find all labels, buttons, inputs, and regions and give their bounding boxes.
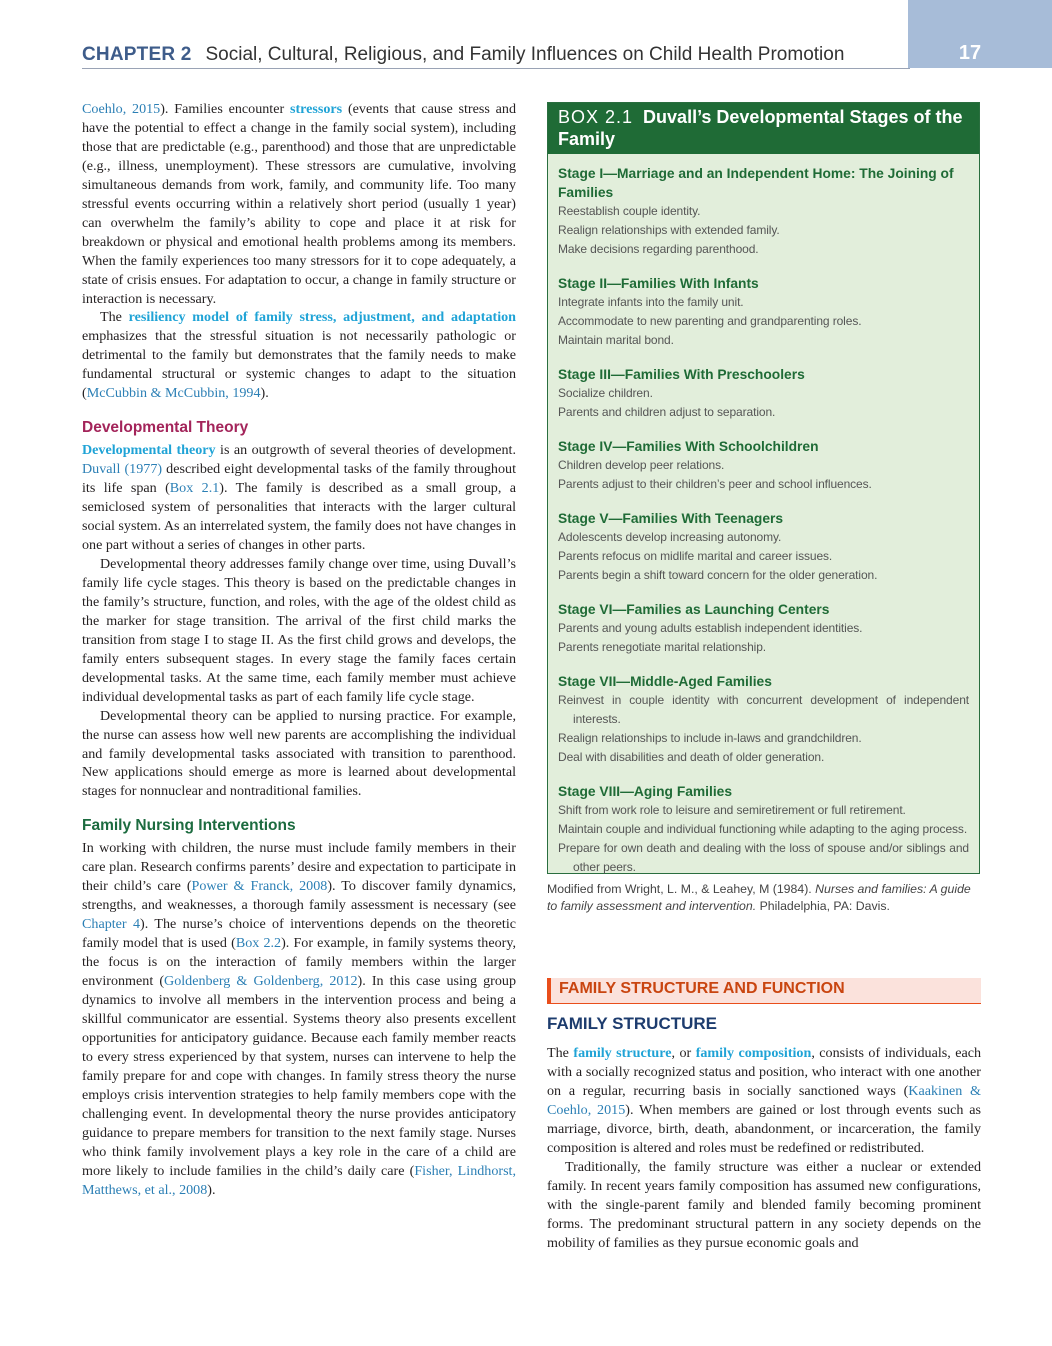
text-run: , or xyxy=(671,1045,696,1061)
citation-link[interactable]: Power & Franck, 2008 xyxy=(191,878,328,895)
box-title-bar xyxy=(548,103,979,154)
text-run: described eight developmental tasks of the family throughout its life span ( xyxy=(82,461,516,497)
text-run: The xyxy=(547,1045,574,1061)
page-number: 17 xyxy=(958,42,982,64)
box-stage xyxy=(558,672,969,767)
citation-link[interactable]: Kaakinen & Coehlo, 2015 xyxy=(547,1082,981,1118)
box-body xyxy=(548,154,979,877)
key-term-stressors[interactable]: stressors xyxy=(289,101,343,117)
text-run: ). In this case using group dynamics to involve all members in the intervention process and being a skillful communicator are essential. Systems theory also presents excellent opportunities for anticipatory guidance. Because each family member reacts to every stress experienced by that system, nurses can intervene to help the family prepare for and cope with changes. In family stress theory the nurse employs crisis intervention strategies to help family members cope with the challenging event. In developmental theory the nurse provides anticipatory guidance to prepare members for transition to the next family stage. Nurses who think family involvement plays a key role in the care of a child are more likely to include families in the child’s daily care ( xyxy=(82,973,516,1179)
paragraph-traditional-structure: Traditionally, the family structure was either a nuclear or extended family. In recent years family composition has assumed new configurations, with the single-parent family and blended family becoming prominent forms. The predominant structural pattern in any society depends on the mobility of families as they pursue economic goals and xyxy=(547,1158,981,1251)
box-title: Duvall’s Developmental Stages of the Family xyxy=(558,107,963,149)
box-stage xyxy=(558,365,969,422)
stage-task: Socialize children. xyxy=(558,386,653,400)
stage-task: Parents and young adults establish independent identities. xyxy=(558,621,863,635)
running-header xyxy=(82,44,844,66)
box-number: BOX 2.1 xyxy=(558,107,634,127)
citation-link[interactable]: Fisher, Lindhorst, Matthews, et al., 2008 xyxy=(82,1162,517,1198)
heading-family-nursing-interventions: Family Nursing Interventions xyxy=(82,817,296,835)
heading-developmental-theory: Developmental Theory xyxy=(82,419,249,437)
stage-title: Stage I—Marriage and an Independent Home: The Joining of Families xyxy=(558,166,954,200)
key-term-family-structure[interactable]: family structure xyxy=(573,1045,672,1061)
text-run: (events that cause stress and have the potential to effect a change in the family social system), including those that are predictable (e.g., parenthood) and those that are unpredictable (e.g., illness, unemployment). These stressors are cumulative, involving simultaneous demands from work, family, and community life. Too many stressful events occurring within a relatively short period (usually 1 year) can overwhelm the family’s ability to cope and place it at risk for breakdown or physical and emotional health problems among its members. When the family experiences too many stressors for it to cope adequately, a state of crisis ensues. For adaptation to occur, a change in family structure or interaction is necessary. xyxy=(82,101,516,307)
box-source-note xyxy=(547,881,981,915)
text-run: ). When members are gained or lost through events such as marriage, divorce, birth, death, abandonment, or incarceration, the family composition is altered and roles must be redefined or redistributed. xyxy=(547,1101,981,1156)
text-run: , consists of individuals, each with a socially recognized status and position, who interact with one another on a regular, recurring basis in socially sanctioned ways ( xyxy=(547,1045,982,1099)
stage-title: Stage II—Families With Infants xyxy=(558,276,759,291)
paragraph-developmental-1 xyxy=(82,441,516,555)
stage-task: Maintain couple and individual functioning while adapting to the aging process. xyxy=(558,822,968,836)
text-run: ). Families encounter xyxy=(160,101,290,117)
stage-task: Deal with disabilities and death of older generation. xyxy=(558,750,825,764)
stage-task: Accommodate to new parenting and grandparenting roles. xyxy=(558,314,862,328)
stage-title: Stage VI—Families as Launching Centers xyxy=(558,602,830,617)
stage-task: Integrate infants into the family unit. xyxy=(558,295,744,309)
chapter-title: Social, Cultural, Religious, and Family Influences on Child Health Promotion xyxy=(205,44,845,65)
box-stage xyxy=(558,509,969,585)
key-term-developmental-theory[interactable]: Developmental theory xyxy=(82,442,216,459)
stage-task: Realign relationships with extended family. xyxy=(558,223,780,237)
text-run: The xyxy=(100,309,129,326)
left-column xyxy=(82,100,516,1199)
box-stage xyxy=(558,437,969,494)
paragraph-resiliency xyxy=(82,308,516,403)
subsection-heading: FAMILY STRUCTURE xyxy=(547,1014,718,1033)
stage-task: Parents refocus on midlife marital and career issues. xyxy=(558,549,833,563)
key-term-resiliency-model[interactable]: resiliency model of family stress, adjustment, and adaptation xyxy=(128,309,517,326)
paragraph-interventions xyxy=(82,839,516,1199)
text-run: emphasizes that the stressful situation is not necessarily pathologic or detrimental to the family but demonstrates that the family needs to make fundamental structural or systemic changes to adapt to the situation ( xyxy=(82,328,516,402)
text-run: Philadelphia, PA: Davis. xyxy=(756,899,890,913)
stage-task: Prepare for own death and dealing with the loss of spouse and/or siblings and other peers. xyxy=(558,841,969,874)
text-run: ). xyxy=(207,1181,216,1198)
text-run: is an outgrowth of several theories of development. xyxy=(215,442,516,459)
box-stage xyxy=(558,274,969,350)
stage-task: Adolescents develop increasing autonomy. xyxy=(558,530,782,544)
box-reference-link[interactable]: Box 2.1 xyxy=(169,480,220,497)
chapter-reference-link[interactable]: Chapter 4 xyxy=(82,916,141,933)
stage-task: Children develop peer relations. xyxy=(558,458,725,472)
stage-title: Stage IV—Families With Schoolchildren xyxy=(558,439,819,454)
citation-link[interactable]: Duvall (1977) xyxy=(82,461,163,478)
stage-task: Parents renegotiate marital relationship. xyxy=(558,640,767,654)
paragraph-family-structure xyxy=(547,1044,981,1158)
right-column-text xyxy=(547,1044,981,1252)
stage-title: Stage VIII—Aging Families xyxy=(558,784,733,799)
section-heading: FAMILY STRUCTURE AND FUNCTION xyxy=(547,978,981,1004)
stage-task: Make decisions regarding parenthood. xyxy=(558,242,759,256)
text-run: ). xyxy=(260,385,269,402)
box-reference-link[interactable]: Box 2.2 xyxy=(235,935,282,952)
text-run: In working with children, the nurse must include family members in their care plan. Research confirms parents’ desire and expectation to participate in their child’s care ( xyxy=(82,840,516,895)
citation-link[interactable]: Goldenberg & Goldenberg, 2012 xyxy=(164,973,358,990)
stage-task: Parents and children adjust to separation. xyxy=(558,405,776,419)
stage-task: Reestablish couple identity. xyxy=(558,204,701,218)
stage-title: Stage V—Families With Teenagers xyxy=(558,511,784,526)
text-run: ). For example, in family systems theory, the focus is on the interaction of family members within the larger environment ( xyxy=(82,935,517,990)
citation-link[interactable]: McCubbin & McCubbin, 1994 xyxy=(86,385,261,402)
stage-title: Stage VII—Middle-Aged Families xyxy=(558,674,772,689)
stage-task: Shift from work role to leisure and semiretirement or full retirement. xyxy=(558,803,906,817)
chapter-label: CHAPTER 2 xyxy=(82,44,192,65)
box-duvall-stages xyxy=(547,102,980,874)
box-stage xyxy=(558,164,969,259)
stage-title: Stage III—Families With Preschoolers xyxy=(558,367,805,382)
text-run: Modified from Wright, L. M., & Leahey, M (1984). xyxy=(547,882,816,896)
text-run: ). The nurse’s choice of interventions depends on the theoretic family model that is used ( xyxy=(82,916,516,952)
text-run: ). The family is described as a small group, a semiclosed system of personalities that interacts with the larger cultural social system. As an interrelated system, the family does not have changes in one part without a series of changes in other parts. xyxy=(82,480,516,554)
source-title: Nurses and families: A guide to family assessment and intervention. xyxy=(547,882,971,913)
paragraph-stressors xyxy=(82,100,516,308)
key-term-family-composition[interactable]: family composition xyxy=(695,1045,812,1061)
box-stage xyxy=(558,600,969,657)
stage-task: Realign relationships to include in-laws and grandchildren. xyxy=(558,731,862,745)
stage-task: Reinvest in couple identity with concurrent development of independent interests. xyxy=(558,693,969,726)
text-run: ). To discover family dynamics, strengths, and weaknesses, a thorough family assessment is necessary (see xyxy=(82,878,516,914)
stage-task: Maintain marital bond. xyxy=(558,333,674,347)
paragraph-developmental-2: Developmental theory addresses family change over time, using Duvall’s family life cycle stages. This theory is based on the predictable changes in the family’s structure, function, and roles, with the age of the oldest child as the marker for stage transition. The arrival of the first child marks the transition from stage I to stage II. As the first child grows and develops, the family enters subsequent stages. In every stage the family faces certain developmental tasks. At the same time, each family member must achieve individual developmental tasks as part of each family life cycle stage. xyxy=(82,555,516,705)
stage-task: Parents begin a shift toward concern for the older generation. xyxy=(558,568,878,582)
stage-task: Parents adjust to their children’s peer and school influences. xyxy=(558,477,872,491)
citation-link[interactable]: Coehlo, 2015 xyxy=(82,101,161,117)
paragraph-developmental-3: Developmental theory can be applied to nursing practice. For example, the nurse can assess how well new parents are accomplishing the individual and family developmental tasks associated with transition to parenthood. New applications should emerge as more is learned about developmental stages for nonnuclear and nontraditional families. xyxy=(82,707,516,800)
box-stage xyxy=(558,782,969,877)
